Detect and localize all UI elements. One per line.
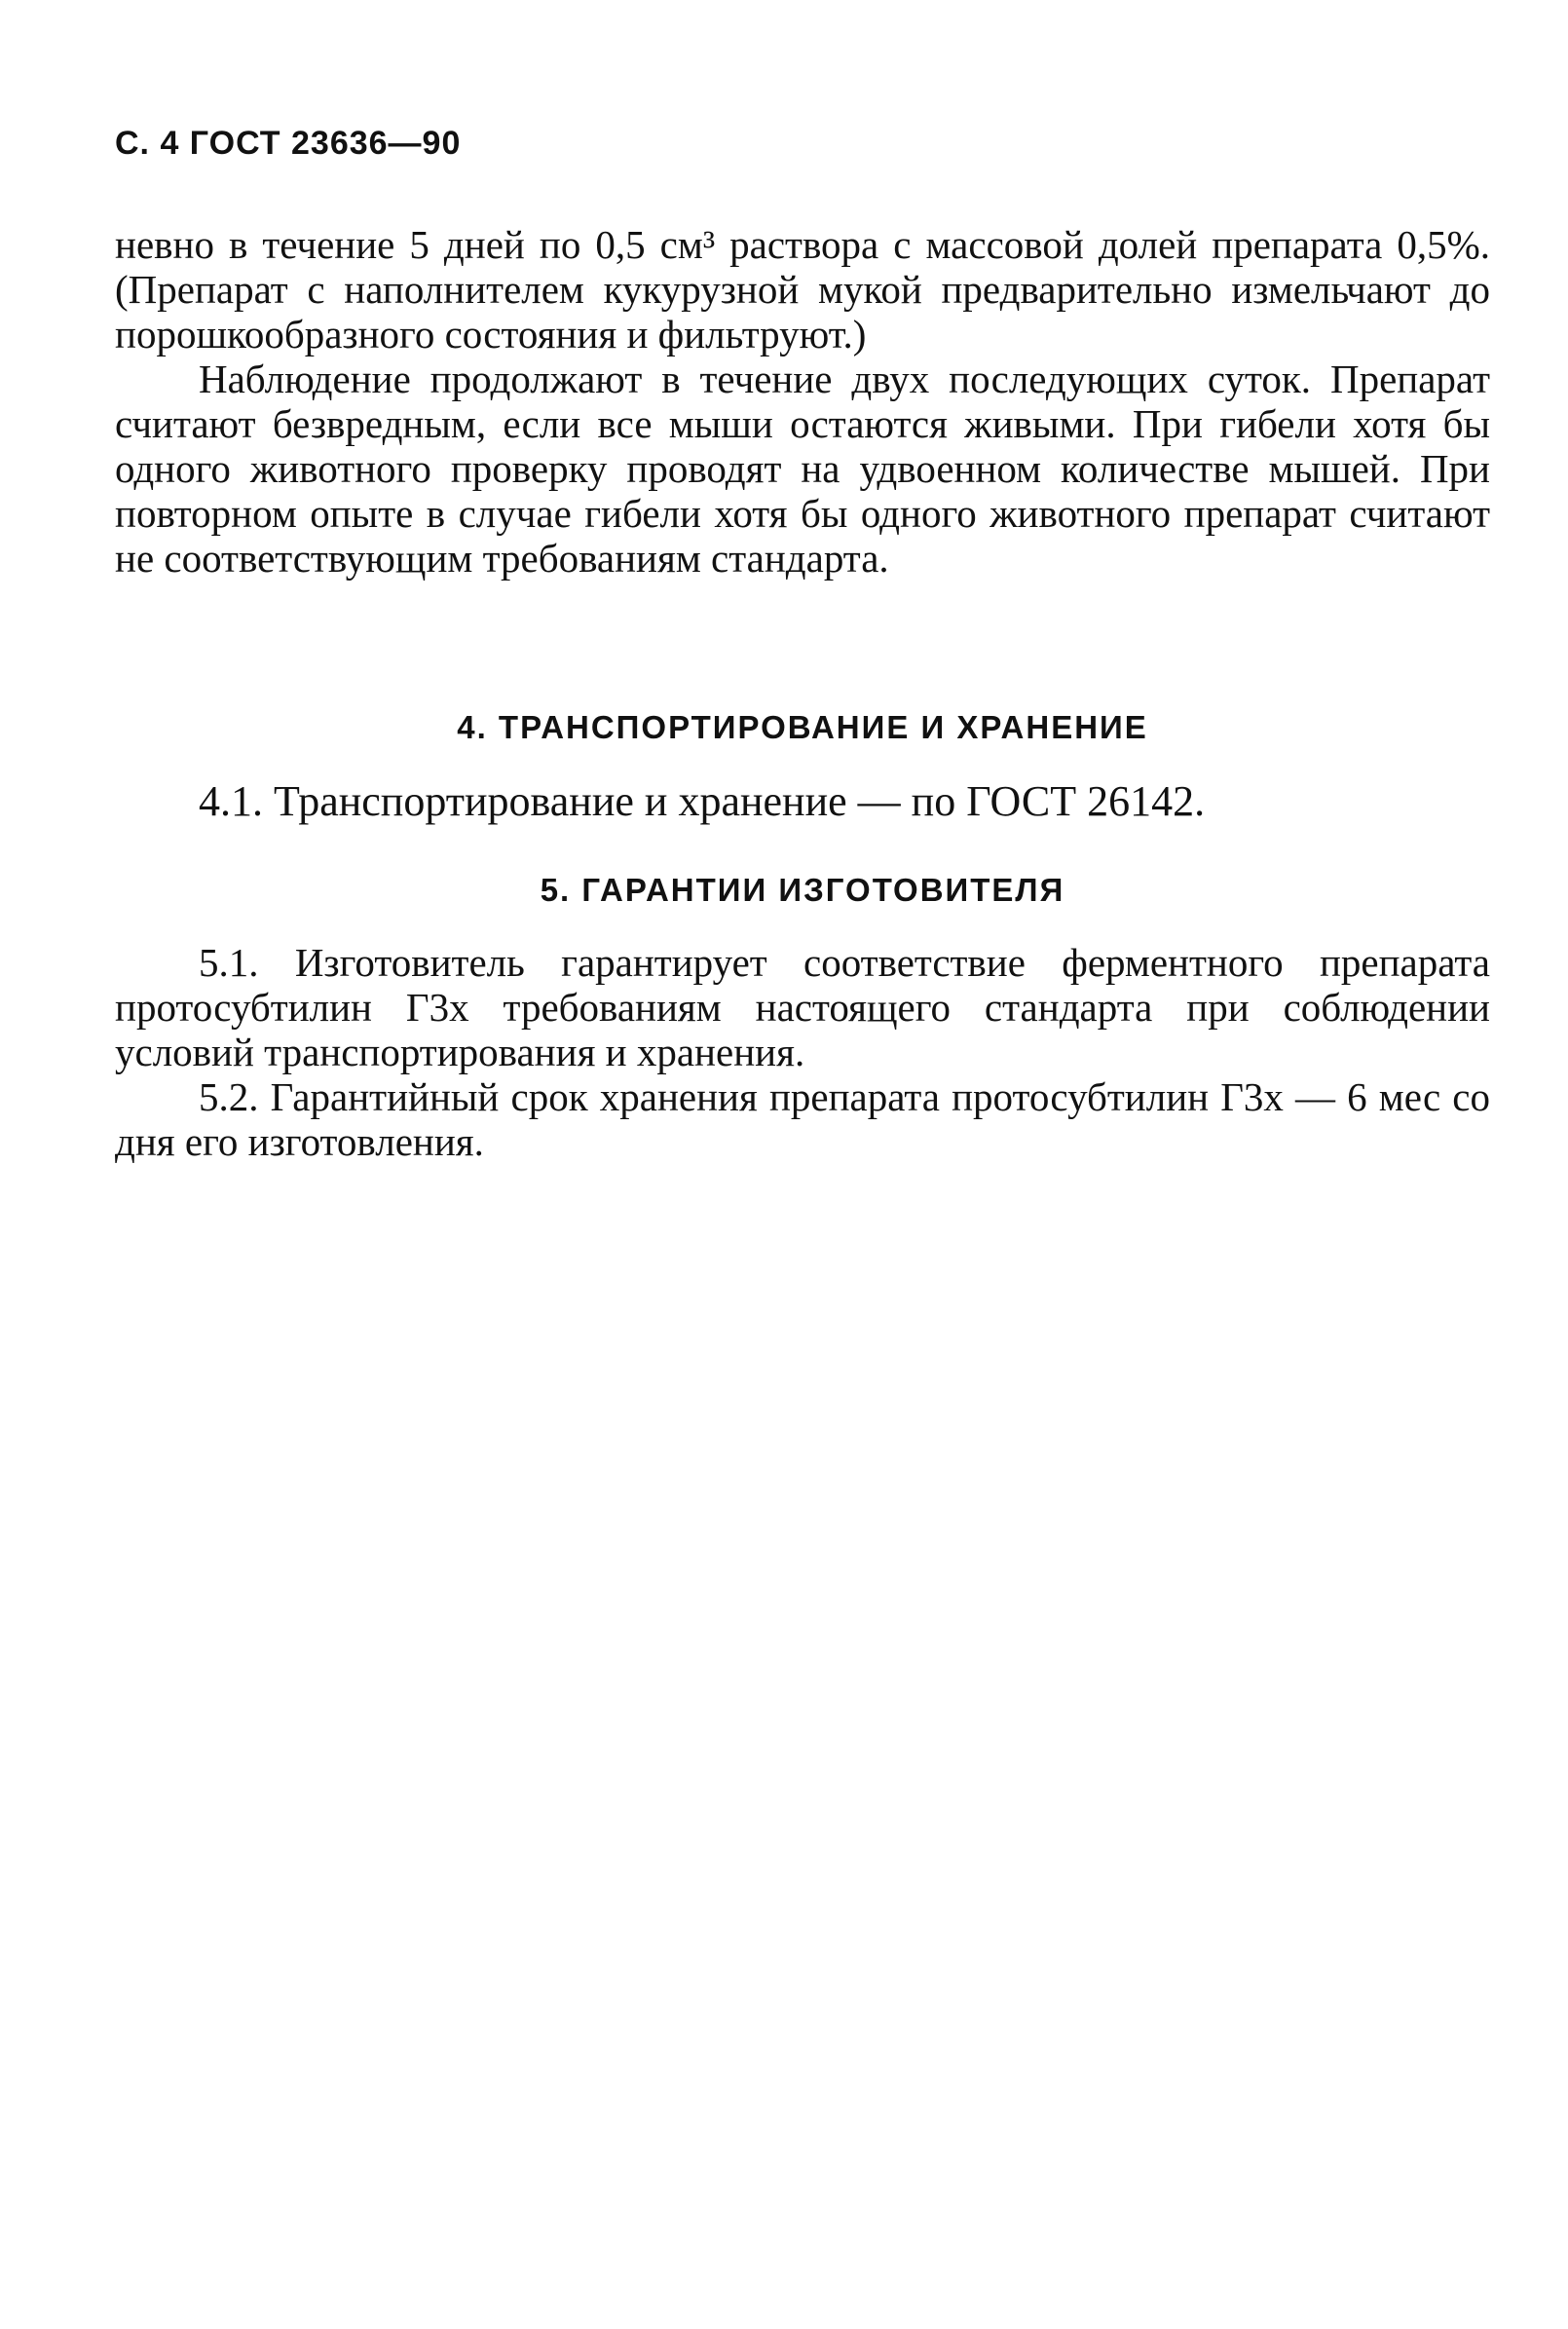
section-5-paragraph-1: 5.1. Изготовитель гарантирует соответствие ферментного препарата протосубтилин Г3х требованиям настоящего стандарта при соблюдении условий транспортирования и хранения. bbox=[115, 940, 1490, 1074]
intro-paragraph-2: Наблюдение продолжают в течение двух последующих суток. Препарат считают безвредным, если все мыши остаются живыми. При гибели хотя бы одного животного проверку проводят на удвоенном количестве мышей. При повторном опыте в случае гибели хотя бы одного животного препарат считают не соответствующим требованиям стандарта. bbox=[115, 357, 1490, 581]
intro-paragraph-1: невно в течение 5 дней по 0,5 см³ раствора с массовой долей препарата 0,5%. (Препарат с наполнителем кукурузной мукой предварительно измельчают до порошкообразного состояния и фильтруют.) bbox=[115, 222, 1490, 357]
page-header: С. 4 ГОСТ 23636—90 bbox=[115, 125, 462, 162]
intro-text-block bbox=[115, 222, 1490, 581]
section-4-heading: 4. ТРАНСПОРТИРОВАНИЕ И ХРАНЕНИЕ bbox=[457, 709, 1148, 745]
section-5-heading: 5. ГАРАНТИИ ИЗГОТОВИТЕЛЯ bbox=[540, 872, 1065, 908]
section-5-text-block bbox=[115, 940, 1490, 1164]
section-4-text-block bbox=[115, 779, 1490, 824]
section-4-paragraph-1: 4.1. Транспортирование и хранение — по ГОСТ 26142. bbox=[199, 777, 1206, 825]
section-5-paragraph-2: 5.2. Гарантийный срок хранения препарата протосубтилин Г3х — 6 мес со дня его изготовления. bbox=[115, 1074, 1490, 1164]
